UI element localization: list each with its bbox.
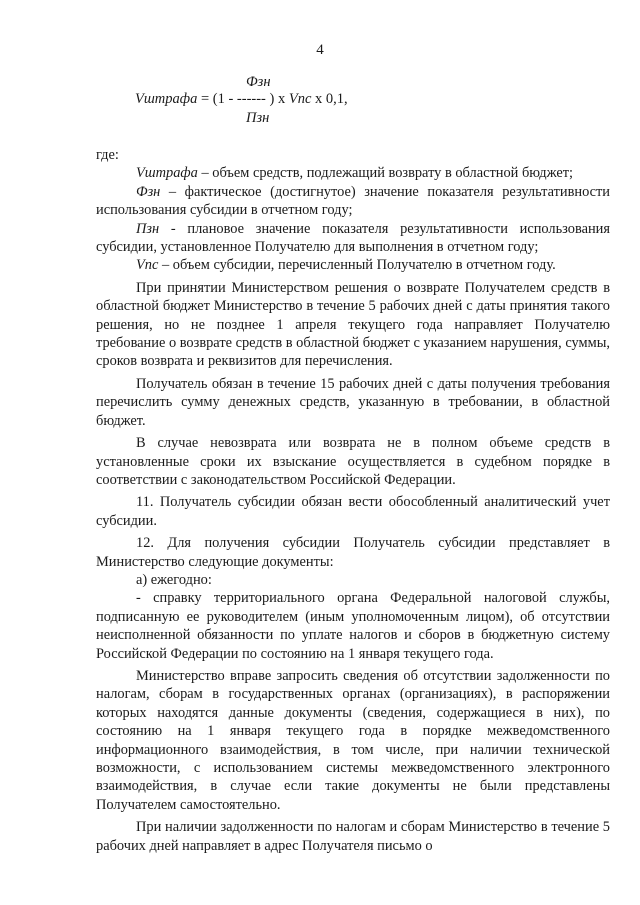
definition-item: [96, 164, 610, 182]
definition-text: – объем субсидии, перечисленный Получателю в отчетном году.: [158, 257, 556, 274]
definition-item: [96, 220, 610, 257]
definition-term: Vпс: [136, 257, 159, 274]
paragraph: а) ежегодно:: [136, 571, 212, 588]
definition-text: – фактическое (достигнутое) значение показателя результативности использования субсидии в отчетном году;: [96, 183, 610, 219]
definition-term: Фзн: [136, 183, 161, 200]
definition-item: [96, 183, 610, 220]
formula-numerator: Фзн: [246, 74, 271, 90]
paragraph: Министерство вправе запросить сведения об отсутствии задолженности по налогам, сборам в государственных органах (организациях), в распоряжении которых находятся данные документы (сведения, содержащиеся в них), по состоянию на 1 января текущего года в порядке межведомственного информационного взаимодействия, в том числе, при наличии технической возможности, с использованием системы межведомственного электронного взаимодействия, в случае если такие документы не были представлены Получателем самостоятельно.: [96, 667, 610, 813]
paragraph: 12. Для получения субсидии Получатель субсидии представляет в Министерство следующие документы:: [96, 535, 610, 570]
document-body: [96, 146, 610, 855]
formula-main-line: [135, 91, 348, 108]
definition-item: [96, 256, 610, 274]
paragraph: При принятии Министерством решения о возврате Получателем средств в областной бюджет Министерство в течение 5 рабочих дней с даты принятия такого решения, но не позднее 1 апреля текущего года направляет Получателю требование о возврате средств в областной бюджет с указанием нарушения, суммы, сроков возврата и реквизитов для перечисления.: [96, 279, 611, 370]
formula-tail: х 0,1,: [311, 91, 348, 107]
formula-middle: = (1 - ------ ) х: [197, 91, 289, 107]
paragraph: При наличии задолженности по налогам и сборам Министерство в течение 5 рабочих дней направляет в адрес Получателя письмо о: [96, 819, 610, 854]
formula-lhs: Vштрафа: [135, 91, 198, 107]
definition-term: Пзн: [136, 220, 160, 237]
paragraph: - справку территориального органа Федеральной налоговой службы, подписанную ее руководителем (иным уполномоченным лицом), об отсутствии неисполненной обязанности по уплате налогов и сборов в бюджетную систему Российской Федерации по состоянию на 1 января текущего года.: [96, 590, 610, 662]
where-label: где:: [96, 147, 119, 163]
definition-text: – объем средств, подлежащий возврату в областной бюджет;: [197, 165, 574, 182]
paragraph: В случае невозврата или возврата не в полном объеме средств в установленные сроки их взыскание осуществляется в судебном порядке в соответствии с законодательством Российской Федерации.: [96, 435, 610, 488]
formula-denominator: Пзн: [246, 110, 270, 126]
definition-term: Vштрафа: [136, 165, 198, 182]
page-number: 4: [316, 42, 324, 58]
paragraph: Получатель обязан в течение 15 рабочих дней с даты получения требования перечислить сумму денежных средств, указанную в требовании, в областной бюджет.: [96, 375, 610, 429]
paragraph: 11. Получатель субсидии обязан вести обособленный аналитический учет субсидии.: [96, 494, 610, 529]
formula-factor: Vпс: [288, 91, 312, 107]
definition-text: - плановое значение показателя результативности использования субсидии, установленное Получателю для выполнения в отчетном году;: [96, 220, 610, 256]
